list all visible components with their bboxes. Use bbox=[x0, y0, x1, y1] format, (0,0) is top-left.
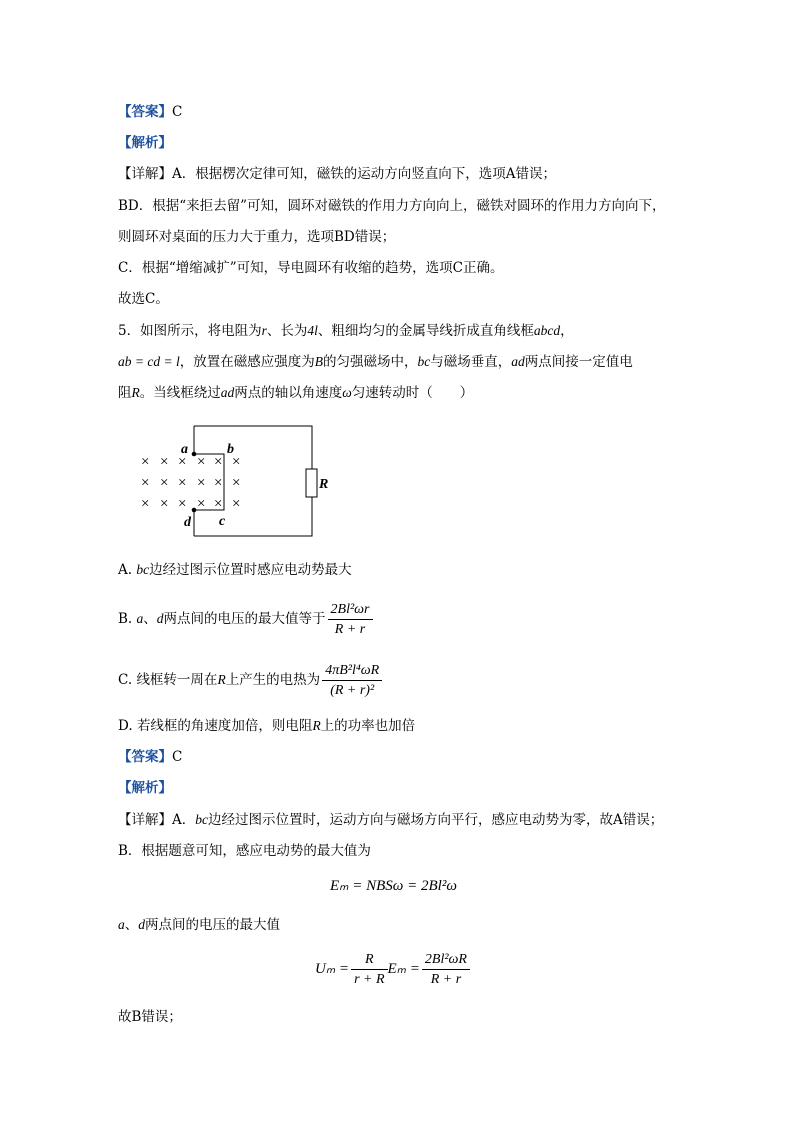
resistor-R bbox=[306, 469, 317, 497]
detail-text: 两点间的电压的最大值 bbox=[145, 917, 280, 933]
point-a bbox=[192, 452, 197, 457]
fraction-denominator: R + r bbox=[430, 972, 462, 988]
detail-symbol: bc bbox=[195, 812, 208, 827]
answer-line-q5 bbox=[118, 748, 182, 766]
detail-text: 、 bbox=[124, 917, 139, 933]
field-mark: × bbox=[178, 454, 187, 470]
answer-tag: 【答案】 bbox=[118, 104, 172, 120]
detail-line-q5-3 bbox=[118, 916, 280, 934]
stem-symbol-R: R bbox=[131, 385, 140, 400]
stem-symbol-4l: 4l bbox=[307, 323, 318, 338]
stem-text: ， bbox=[560, 323, 574, 339]
label-c: c bbox=[219, 514, 226, 529]
field-mark: × bbox=[197, 475, 206, 491]
field-mark: × bbox=[214, 475, 223, 491]
label-a: a bbox=[181, 442, 188, 457]
fraction-numerator: 2Bl²ωr bbox=[328, 601, 373, 620]
stem-text: 、粗细均匀的金属导线折成直角线框 bbox=[317, 323, 534, 339]
field-mark: × bbox=[141, 475, 150, 491]
q5-stem-line-2 bbox=[118, 353, 633, 371]
stem-text: ，放置在磁感应强度为 bbox=[179, 354, 315, 370]
stem-text: 、长为 bbox=[266, 323, 308, 339]
analysis-heading-q5 bbox=[118, 779, 172, 797]
stem-text: 的匀强磁场中， bbox=[322, 354, 418, 370]
option-text: 上产生的电热为 bbox=[225, 672, 321, 688]
detail-line-q4-5: 故选C。 bbox=[118, 291, 169, 307]
circuit-wire bbox=[194, 426, 312, 536]
analysis-tag: 【解析】 bbox=[118, 135, 172, 151]
option-symbol: bc bbox=[136, 562, 150, 577]
label-b: b bbox=[227, 442, 234, 457]
fraction-denominator: R + r bbox=[334, 622, 366, 637]
option-text: 上的功率也加倍 bbox=[320, 718, 416, 734]
stem-symbol-abcd: abcd bbox=[533, 323, 561, 338]
analysis-heading-q4 bbox=[118, 134, 172, 152]
field-mark: × bbox=[160, 496, 169, 512]
label-R: R bbox=[319, 477, 329, 492]
field-mark: × bbox=[197, 454, 206, 470]
answer-tag: 【答案】 bbox=[118, 749, 172, 765]
option-symbol: R bbox=[217, 672, 226, 687]
stem-text: 两点间接一定值电 bbox=[524, 354, 633, 370]
equation-emf-max: Eₘ = NBSω = 2Bl²ω bbox=[330, 878, 457, 894]
label-d: d bbox=[184, 515, 191, 530]
detail-text: A． bbox=[172, 812, 196, 828]
field-mark: × bbox=[232, 454, 241, 470]
field-mark: × bbox=[197, 496, 206, 512]
field-mark: × bbox=[141, 454, 150, 470]
field-mark: × bbox=[178, 496, 187, 512]
detail-line-q4-2: BD．根据“来拒去留”可知，圆环对磁铁的作用力方向向上，磁铁对圆环的作用力方向向下， bbox=[118, 198, 666, 214]
option-symbol: a bbox=[136, 611, 144, 626]
stem-symbol-ad: ad bbox=[220, 385, 235, 400]
field-mark: × bbox=[232, 496, 241, 512]
option-b bbox=[118, 600, 373, 638]
option-text: 线框转一周在 bbox=[136, 672, 218, 688]
option-text: 两点间的电压的最大值等于 bbox=[163, 611, 326, 627]
stem-equation: ab = cd = l bbox=[118, 354, 180, 369]
fraction-numerator: 2Bl²ωR bbox=[422, 951, 470, 970]
option-a bbox=[118, 561, 352, 579]
point-d bbox=[192, 508, 197, 513]
field-mark: × bbox=[160, 454, 169, 470]
q5-stem-line-1 bbox=[118, 322, 574, 340]
detail-line-q4-4: C．根据“增缩减扩”可知，导电圆环有收缩的趋势，选项C正确。 bbox=[118, 260, 504, 276]
detail-symbol: d bbox=[138, 917, 145, 932]
option-symbol: d bbox=[156, 611, 164, 626]
option-label: D. bbox=[118, 718, 133, 734]
detail-tag: 【详解】 bbox=[118, 812, 172, 828]
option-label: C. bbox=[118, 672, 133, 688]
field-mark: × bbox=[214, 496, 223, 512]
stem-symbol-omega: ω bbox=[342, 385, 352, 400]
stem-text: 阻 bbox=[118, 385, 132, 401]
detail-text: A．根据楞次定律可知，磁铁的运动方向竖直向下，选项A错误； bbox=[172, 166, 556, 182]
circuit-figure bbox=[130, 418, 330, 543]
field-mark: × bbox=[178, 475, 187, 491]
option-text: 边经过图示位置时感应电动势最大 bbox=[149, 562, 352, 578]
detail-line-q4-3: 则圆环对桌面的压力大于重力，选项BD错误； bbox=[118, 229, 396, 245]
answer-line-q4 bbox=[118, 103, 182, 121]
stem-text: 两点的轴以角速度 bbox=[234, 385, 343, 401]
answer-value: C bbox=[172, 749, 183, 765]
option-text: 若线框的角速度加倍，则电阻 bbox=[136, 718, 313, 734]
stem-text: 5．如图所示，将电阻为 bbox=[118, 323, 262, 339]
stem-text: 。当线框绕过 bbox=[139, 385, 221, 401]
fraction bbox=[422, 951, 470, 988]
detail-line-q5-2: B．根据题意可知，感应电动势的最大值为 bbox=[118, 843, 371, 859]
detail-text: 边经过图示位置时，运动方向与磁场方向平行，感应电动势为零，故A错误； bbox=[208, 812, 664, 828]
q5-stem-line-3 bbox=[118, 384, 473, 402]
fraction bbox=[322, 662, 382, 699]
fraction-numerator: 4πB²l⁴ωR bbox=[322, 662, 382, 681]
fraction bbox=[328, 601, 373, 638]
field-mark: × bbox=[141, 496, 150, 512]
detail-tag: 【详解】 bbox=[118, 166, 172, 182]
fraction-denominator: (R + r)² bbox=[330, 683, 375, 698]
option-label: A. bbox=[118, 562, 133, 578]
option-symbol: R bbox=[312, 718, 321, 733]
detail-line-q4-1 bbox=[118, 165, 556, 183]
field-mark: × bbox=[160, 475, 169, 491]
detail-line-q5-1 bbox=[118, 811, 663, 829]
analysis-tag: 【解析】 bbox=[118, 780, 172, 796]
fraction bbox=[351, 951, 387, 988]
stem-text: 匀速转动时（ ） bbox=[351, 385, 474, 401]
field-mark: × bbox=[232, 475, 241, 491]
detail-symbol: a bbox=[118, 917, 125, 932]
stem-text: 与磁场垂直， bbox=[430, 354, 512, 370]
detail-line-q5-final: 故B错误； bbox=[118, 1009, 182, 1025]
option-c bbox=[118, 661, 382, 699]
fraction-numerator: R bbox=[351, 951, 387, 970]
equation-part: Uₘ = bbox=[315, 961, 350, 977]
stem-symbol-ad: ad bbox=[511, 354, 525, 369]
option-label: B. bbox=[118, 611, 133, 627]
stem-symbol-B: B bbox=[314, 354, 323, 369]
field-mark: × bbox=[214, 454, 223, 470]
equation-part: Eₘ = bbox=[387, 961, 420, 977]
stem-symbol-r: r bbox=[261, 323, 267, 338]
answer-value: C bbox=[172, 104, 183, 120]
equation-voltage-max bbox=[315, 950, 470, 988]
option-d bbox=[118, 717, 415, 735]
fraction-denominator: r + R bbox=[354, 972, 385, 988]
option-text: 、 bbox=[143, 611, 157, 627]
stem-symbol-bc: bc bbox=[417, 354, 431, 369]
field-marks bbox=[141, 454, 240, 512]
